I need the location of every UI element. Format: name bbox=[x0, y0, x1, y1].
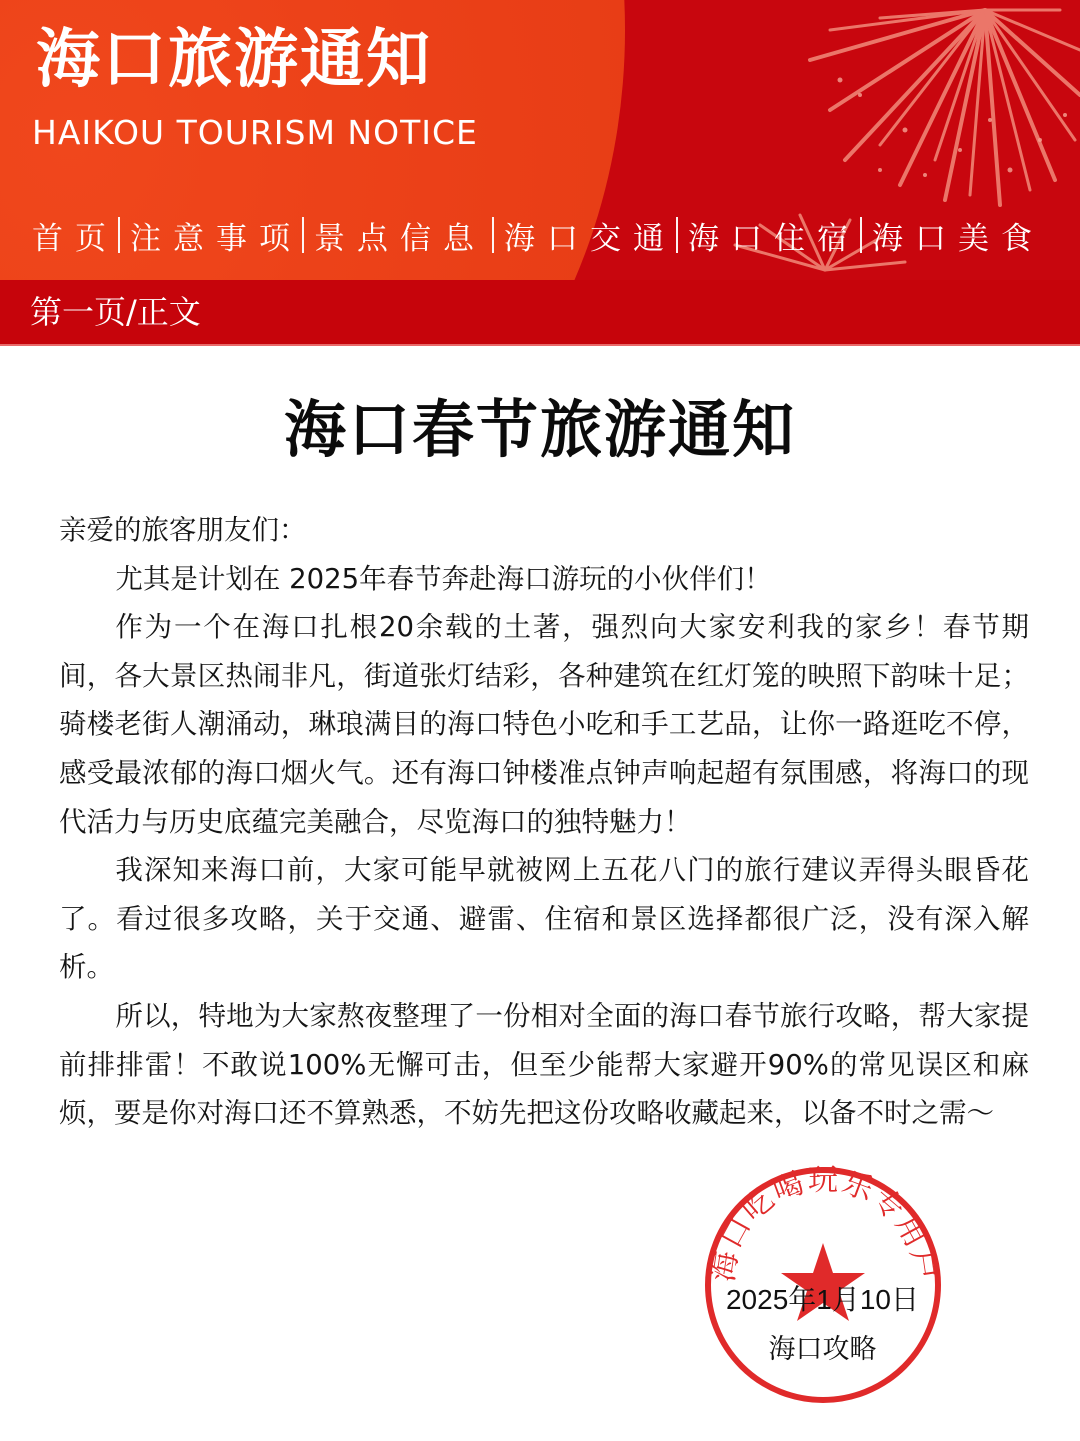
nav-divider bbox=[676, 217, 678, 253]
seal-ring-text: 海口吃喝玩乐专用户 bbox=[705, 1165, 943, 1284]
page-title: 海口春节旅游通知 bbox=[283, 393, 796, 466]
seal-organization: 海口攻略 bbox=[768, 1334, 877, 1365]
breadcrumb-bar bbox=[0, 280, 1080, 346]
nav-divider bbox=[492, 217, 494, 253]
nav-item-food[interactable]: 海口美食 bbox=[872, 220, 1044, 257]
document-body bbox=[59, 506, 1029, 1138]
paragraph: 尤其是计划在 2025年春节奔赴海口游玩的小伙伴们！ bbox=[115, 562, 772, 595]
nav-item-home[interactable]: 首页 bbox=[32, 220, 118, 257]
nav-item-transport[interactable]: 海口交通 bbox=[504, 220, 676, 257]
greeting: 亲爱的旅客朋友们： bbox=[59, 514, 307, 546]
brand-subtitle: HAIKOU TOURISM NOTICE bbox=[32, 113, 478, 152]
nav-item-lodging[interactable]: 海口住宿 bbox=[688, 220, 860, 257]
nav-divider bbox=[860, 217, 862, 253]
breadcrumb: 第一页/正文 bbox=[30, 293, 201, 331]
brand-title: 海口旅游通知 bbox=[36, 23, 432, 97]
header-banner bbox=[0, 0, 1080, 280]
nav-divider bbox=[118, 217, 120, 253]
paragraph: 所以，特地为大家熬夜整理了一份相对全面的海口春节旅行攻略，帮大家提前排排雷！不敢说100%无懈可击，但至少能帮大家避开90%的常见误区和麻烦，要是你对海口还不算熟悉，不妨先把这份攻略收藏起来，以备不时之需～ bbox=[59, 999, 1029, 1130]
main-nav bbox=[32, 212, 1044, 258]
nav-item-notes[interactable]: 注意事项 bbox=[130, 220, 302, 257]
paragraph: 我深知来海口前，大家可能早就被网上五花八门的旅行建议弄得头眼昏花了。看过很多攻略，关于交通、避雷、住宿和景区选择都很广泛，没有深入解析。 bbox=[59, 854, 1029, 984]
nav-divider bbox=[302, 217, 304, 253]
nav-item-attractions[interactable]: 景点信息 bbox=[314, 220, 486, 257]
seal-date: 2025年1月10日 bbox=[725, 1284, 919, 1315]
paragraph: 作为一个在海口扎根20余载的土著，强烈向大家安利我的家乡！春节期间，各大景区热闹非凡，街道张灯结彩，各种建筑在红灯笼的映照下韵味十足；骑楼老街人潮涌动，琳琅满目的海口特色小吃和手工艺品，让你一路逛吃不停，感受最浓郁的海口烟火气。还有海口钟楼准点钟声响起超有氛围感，将海口的现代活力与历史底蕴完美融合，尽览海口的独特魅力！ bbox=[59, 611, 1029, 838]
